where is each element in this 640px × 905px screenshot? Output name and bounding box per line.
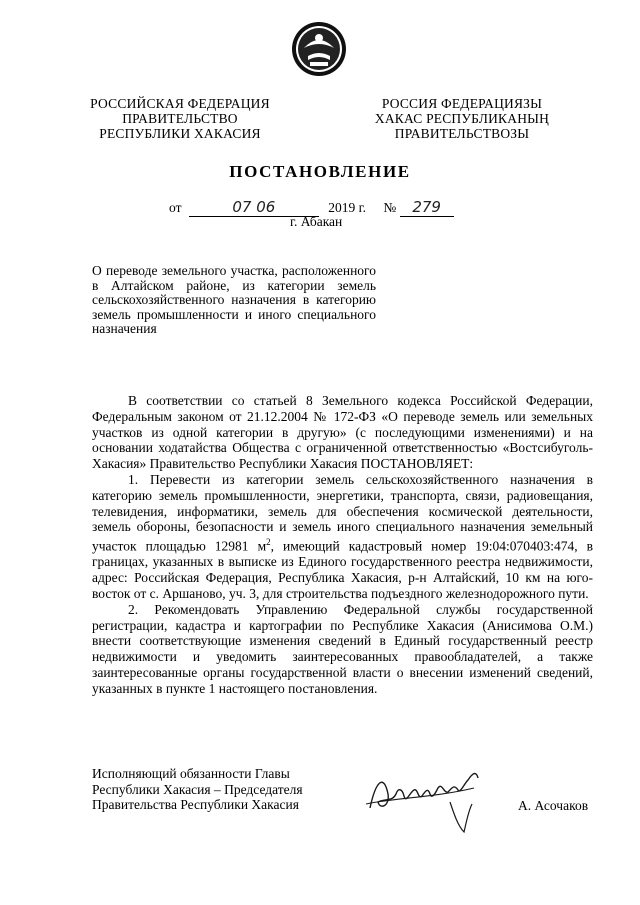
- document-title: ПОСТАНОВЛЕНИЕ: [229, 162, 411, 181]
- header-right-line-3: ПРАВИТЕЛЬСТВОЗЫ: [394, 126, 530, 141]
- city-label: г. Абакан: [290, 214, 343, 229]
- item-2-paragraph: 2. Рекомендовать Управлению Федеральной службы государственной регистрации, кадастра и картографии по Республике Хакасия (Анисимова О.М.) внести соответствующие изменения сведений в Единый государственный реестр недвижимости и уведомить заинтересованных правообладателей, а также заинтересованные органы государственной власти о внесении изменений сведений, указанных в пункте 1 настоящего постановления.: [92, 601, 593, 696]
- header-right-line-1: РОССИЯ ФЕДЕРАЦИЯЗЫ: [381, 96, 543, 111]
- coat-of-arms-icon: [290, 18, 348, 80]
- header-right: [356, 96, 568, 141]
- header-left-line-3: РЕСПУБЛИКИ ХАКАСИЯ: [99, 126, 261, 141]
- handwritten-signature: [362, 758, 492, 838]
- number-label: №: [383, 200, 397, 215]
- position-line-1: Исполняющий обязанности Главы: [92, 766, 290, 781]
- decree-subject: О переводе земельного участка, расположенного в Алтайском районе, из категории земель сельскохозяйственного назначения в категорию земель промышленности и иного специального назначения: [92, 263, 376, 337]
- header-left-line-1: РОССИЙСКАЯ ФЕДЕРАЦИЯ: [90, 96, 270, 111]
- header-right-line-2: ХАКАС РЕСПУБЛИКАНЫҢ: [374, 111, 550, 126]
- handwritten-number: 279: [412, 198, 441, 216]
- item-1-text-continued: , имеющий кадастровый номер 19:04:070403:474, в границах, указанных в выписке из Единого государственного реестра недвижимости, адрес: Российская Федерация, Республика Хакасия, р-н Алтайский, 10 км на юго-восток от с. Аршаново, уч. 3, для строительства подъездного железнодорожного пути.: [92, 538, 593, 602]
- header-left-line-2: ПРАВИТЕЛЬСТВО: [122, 111, 238, 126]
- signatory-name: А. Асочаков: [518, 798, 589, 813]
- area-unit-superscript: 2: [266, 537, 271, 548]
- item-1-paragraph: [92, 472, 593, 602]
- signatory-position: [92, 766, 352, 813]
- header-left: [78, 96, 282, 141]
- position-line-3: Правительства Республики Хакасия: [92, 797, 299, 813]
- handwritten-date: 07 06: [232, 198, 276, 216]
- preamble-paragraph: В соответствии со статьей 8 Земельного кодекса Российской Федерации, Федеральным законом от 21.12.2004 № 172-ФЗ «О переводе земель или земельных участков из одной категории в другую» (с последующими изменениями) и на основании ходатайства Общества с ограниченной ответственностью «Востсибуголь-Хакасия» Правительство Республики Хакасия ПОСТАНОВЛЯЕТ:: [92, 393, 593, 472]
- number-field: [400, 198, 454, 217]
- position-line-2: Республики Хакасия – Председателя: [92, 781, 303, 797]
- from-label: от: [169, 200, 182, 215]
- year-label: 2019 г.: [328, 200, 366, 215]
- item-1-text: 1. Перевести из категории земель сельскохозяйственного назначения в категорию земель промышленности, энергетики, транспорта, связи, радиовещания, телевидения, информатики, земель для обеспечения космической деятельности, земель обороны, безопасности и земель иного специального назначения земельный участок площадью 12981 м: [92, 471, 593, 554]
- decree-body: [92, 393, 593, 697]
